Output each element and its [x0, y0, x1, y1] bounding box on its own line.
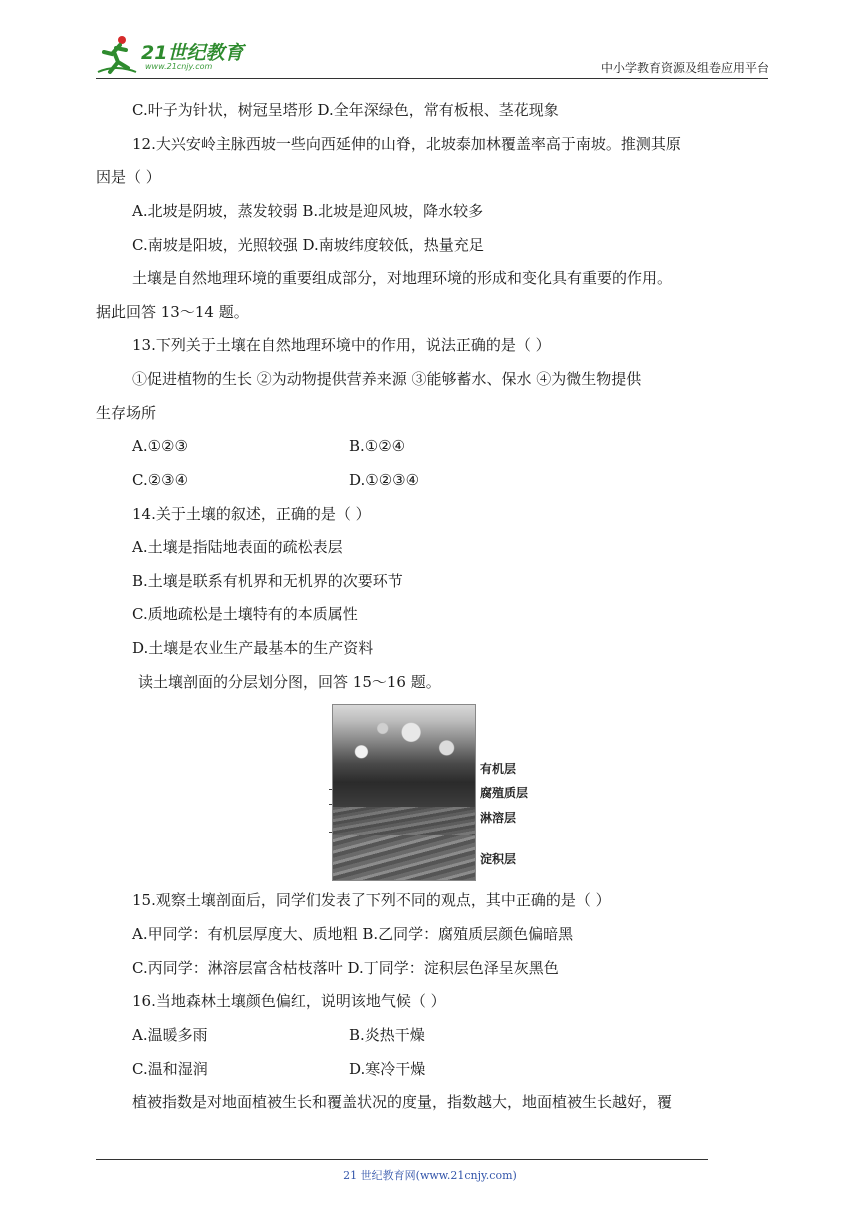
q12-options-ab: A.北坡是阴坡，蒸发较弱 B.北坡是迎风坡，降水较多 [132, 202, 484, 220]
site-logo[interactable] [96, 32, 266, 76]
layer-tick [329, 804, 332, 805]
logo-text: 21世纪教育 [141, 42, 244, 64]
humus-zone [333, 783, 475, 807]
q13-option-a: A.①②③ [132, 437, 188, 455]
passage-13-14: 土壤是自然地理环境的重要组成部分，对地理环境的形成和变化具有重要的作用。 [132, 269, 673, 287]
q12-stem-cont: 因是（ ） [96, 168, 161, 186]
passage-15-16: 读土壤剖面的分层划分图，回答 15～16 题。 [138, 673, 441, 691]
q16-option-b: B.炎热干燥 [349, 1026, 425, 1044]
passage-next: 植被指数是对地面植被生长和覆盖状况的度量，指数越大，地面植被生长越好，覆 [132, 1093, 673, 1111]
q15-options-cd: C.丙同学：淋溶层富含枯枝落叶 D.丁同学：淀积层色泽呈灰黑色 [132, 959, 559, 977]
q14-option-c: C.质地疏松是土壤特有的本质属性 [132, 605, 358, 623]
q13-option-b: B.①②④ [349, 437, 406, 455]
q13-items: ①促进植物的生长 ②为动物提供营养来源 ③能够蓄水、保水 ④为微生物提供 [132, 370, 642, 388]
q14-option-b: B.土壤是联系有机界和无机界的次要环节 [132, 572, 403, 590]
q12-options-cd: C.南坡是阳坡，光照较强 D.南坡纬度较低，热量充足 [132, 236, 484, 254]
soil-profile-figure [332, 704, 582, 880]
label-illuvial-layer: 淀积层 [480, 852, 517, 866]
passage-13-14-cont: 据此回答 13～14 题。 [96, 303, 249, 321]
q15-stem: 15.观察土壤剖面后，同学们发表了下列不同的观点，其中正确的是（ ） [132, 891, 611, 909]
q16-option-a: A.温暖多雨 [132, 1026, 208, 1044]
runner-logo-icon [96, 34, 140, 76]
label-eluvial-layer: 淋溶层 [480, 811, 517, 825]
platform-title: 中小学教育资源及组卷应用平台 [600, 61, 769, 75]
label-organic-layer: 有机层 [480, 762, 517, 776]
label-humus-layer: 腐殖质层 [480, 786, 529, 800]
header-divider [96, 78, 768, 79]
soil-profile-photo [332, 704, 476, 881]
q13-stem: 13.下列关于土壤在自然地理环境中的作用，说法正确的是（ ） [132, 336, 551, 354]
page-header [0, 0, 860, 80]
q12-stem: 12.大兴安岭主脉西坡一些向西延伸的山脊，北坡泰加林覆盖率高于南坡。推测其原 [132, 135, 681, 153]
q15-options-ab: A.甲同学：有机层厚度大、质地粗 B.乙同学：腐殖质层颜色偏暗黑 [132, 925, 574, 943]
illuviation-zone [333, 835, 475, 880]
q16-option-d: D.寒冷干燥 [349, 1060, 426, 1078]
q16-stem: 16.当地森林土壤颜色偏红，说明该地气候（ ） [132, 992, 446, 1010]
layer-tick [329, 832, 332, 833]
q14-option-a: A.土壤是指陆地表面的疏松表层 [132, 538, 343, 556]
q13-items-cont: 生存场所 [96, 404, 157, 422]
footer-divider [96, 1159, 708, 1160]
q13-option-c: C.②③④ [132, 471, 189, 489]
q14-stem: 14.关于土壤的叙述，正确的是（ ） [132, 505, 371, 523]
q16-option-c: C.温和湿润 [132, 1060, 208, 1078]
eluviation-zone [333, 807, 475, 835]
layer-tick [329, 789, 332, 790]
vegetation-zone [333, 705, 475, 783]
logo-url: www.21cnjy.com [145, 62, 213, 71]
footer-source[interactable]: 21 世纪教育网(www.21cnjy.com) [343, 1169, 517, 1182]
q14-option-d: D.土壤是农业生产最基本的生产资料 [132, 639, 374, 657]
q13-option-d: D.①②③④ [349, 471, 420, 489]
q11-options-cd: C.叶子为针状，树冠呈塔形 D.全年深绿色，常有板根、茎花现象 [132, 101, 559, 119]
